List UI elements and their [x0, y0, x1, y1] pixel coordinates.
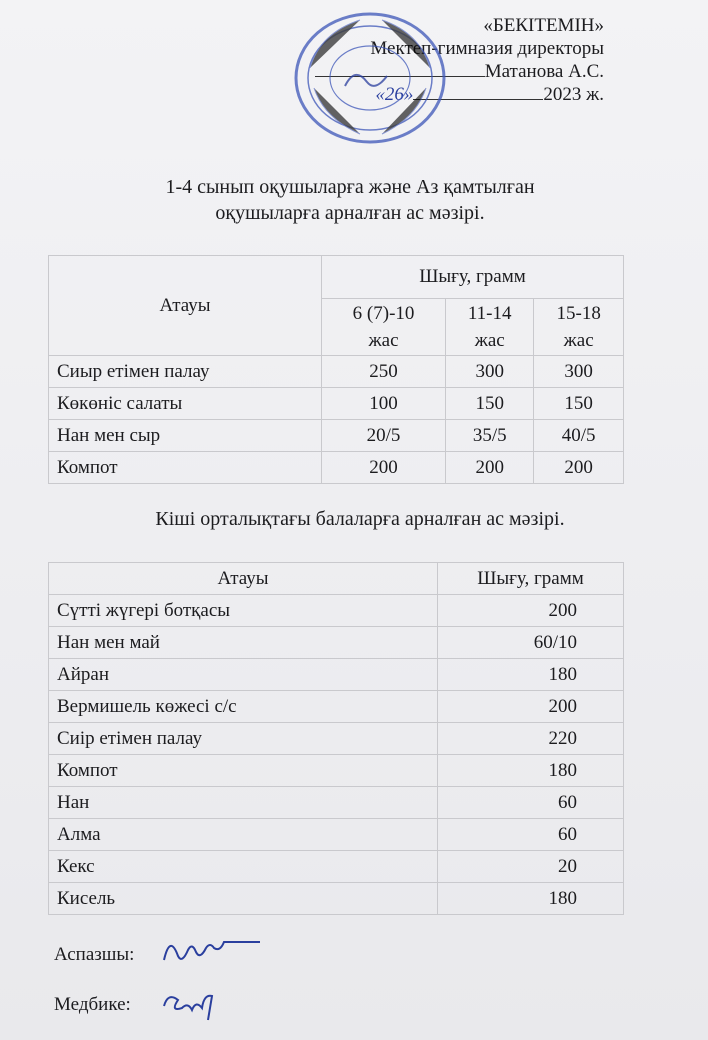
table-row: Нан 60	[49, 787, 624, 819]
approval-position: Мектеп-гимназия директоры	[370, 38, 604, 59]
table-row: Сүтті жүгері ботқасы 200	[49, 595, 624, 627]
approval-director-name: Матанова А.С.	[484, 61, 604, 82]
menu1-col-unit: Шығу, грамм	[322, 256, 624, 299]
menu1-age-col: 6 (7)-10 жас	[322, 299, 446, 356]
nurse-signature	[158, 982, 228, 1022]
nurse-signature-label: Медбике:	[54, 994, 131, 1015]
table-row: Кекс 20	[49, 851, 624, 883]
table-row: Нан мен май 60/10	[49, 627, 624, 659]
menu1-age-col: 15-18 жас	[534, 299, 624, 356]
cook-signature	[160, 934, 260, 970]
menu2-table	[48, 562, 624, 915]
menu1-title: 1-4 сынып оқушыларға және Аз қамтылған оқушыларға арналған ас мәзірі.	[165, 176, 535, 224]
table-row: Айран 180	[49, 659, 624, 691]
table-row: Көкөніс салаты 100 150 150	[49, 388, 624, 420]
menu1-col-name: Атауы	[49, 256, 322, 356]
approval-heading: «БЕКІТЕМІН»	[483, 15, 604, 36]
menu2-title: Кіші орталықтағы балаларға арналған ас мәзірі.	[155, 508, 565, 530]
table-row: Компот 200 200 200	[49, 452, 624, 484]
menu2-col-name: Атауы	[49, 563, 438, 595]
menu1-age-col: 11-14 жас	[446, 299, 534, 356]
table-row: Сиыр етімен палау 250 300 300	[49, 356, 624, 388]
school-stamp	[290, 8, 450, 148]
approval-date-year: 2023 ж.	[543, 84, 604, 105]
menu1-table	[48, 255, 624, 484]
table-row: Алма 60	[49, 819, 624, 851]
table-row: Вермишель көжесі с/с 200	[49, 691, 624, 723]
table-row: Сиір етімен палау 220	[49, 723, 624, 755]
menu2-col-unit: Шығу, грамм	[438, 563, 624, 595]
table-row: Нан мен сыр 20/5 35/5 40/5	[49, 420, 624, 452]
approval-date-day: «26»	[375, 84, 414, 105]
table-row: Компот 180	[49, 755, 624, 787]
table-row: Кисель 180	[49, 883, 624, 915]
cook-signature-label: Аспазшы:	[54, 944, 135, 965]
